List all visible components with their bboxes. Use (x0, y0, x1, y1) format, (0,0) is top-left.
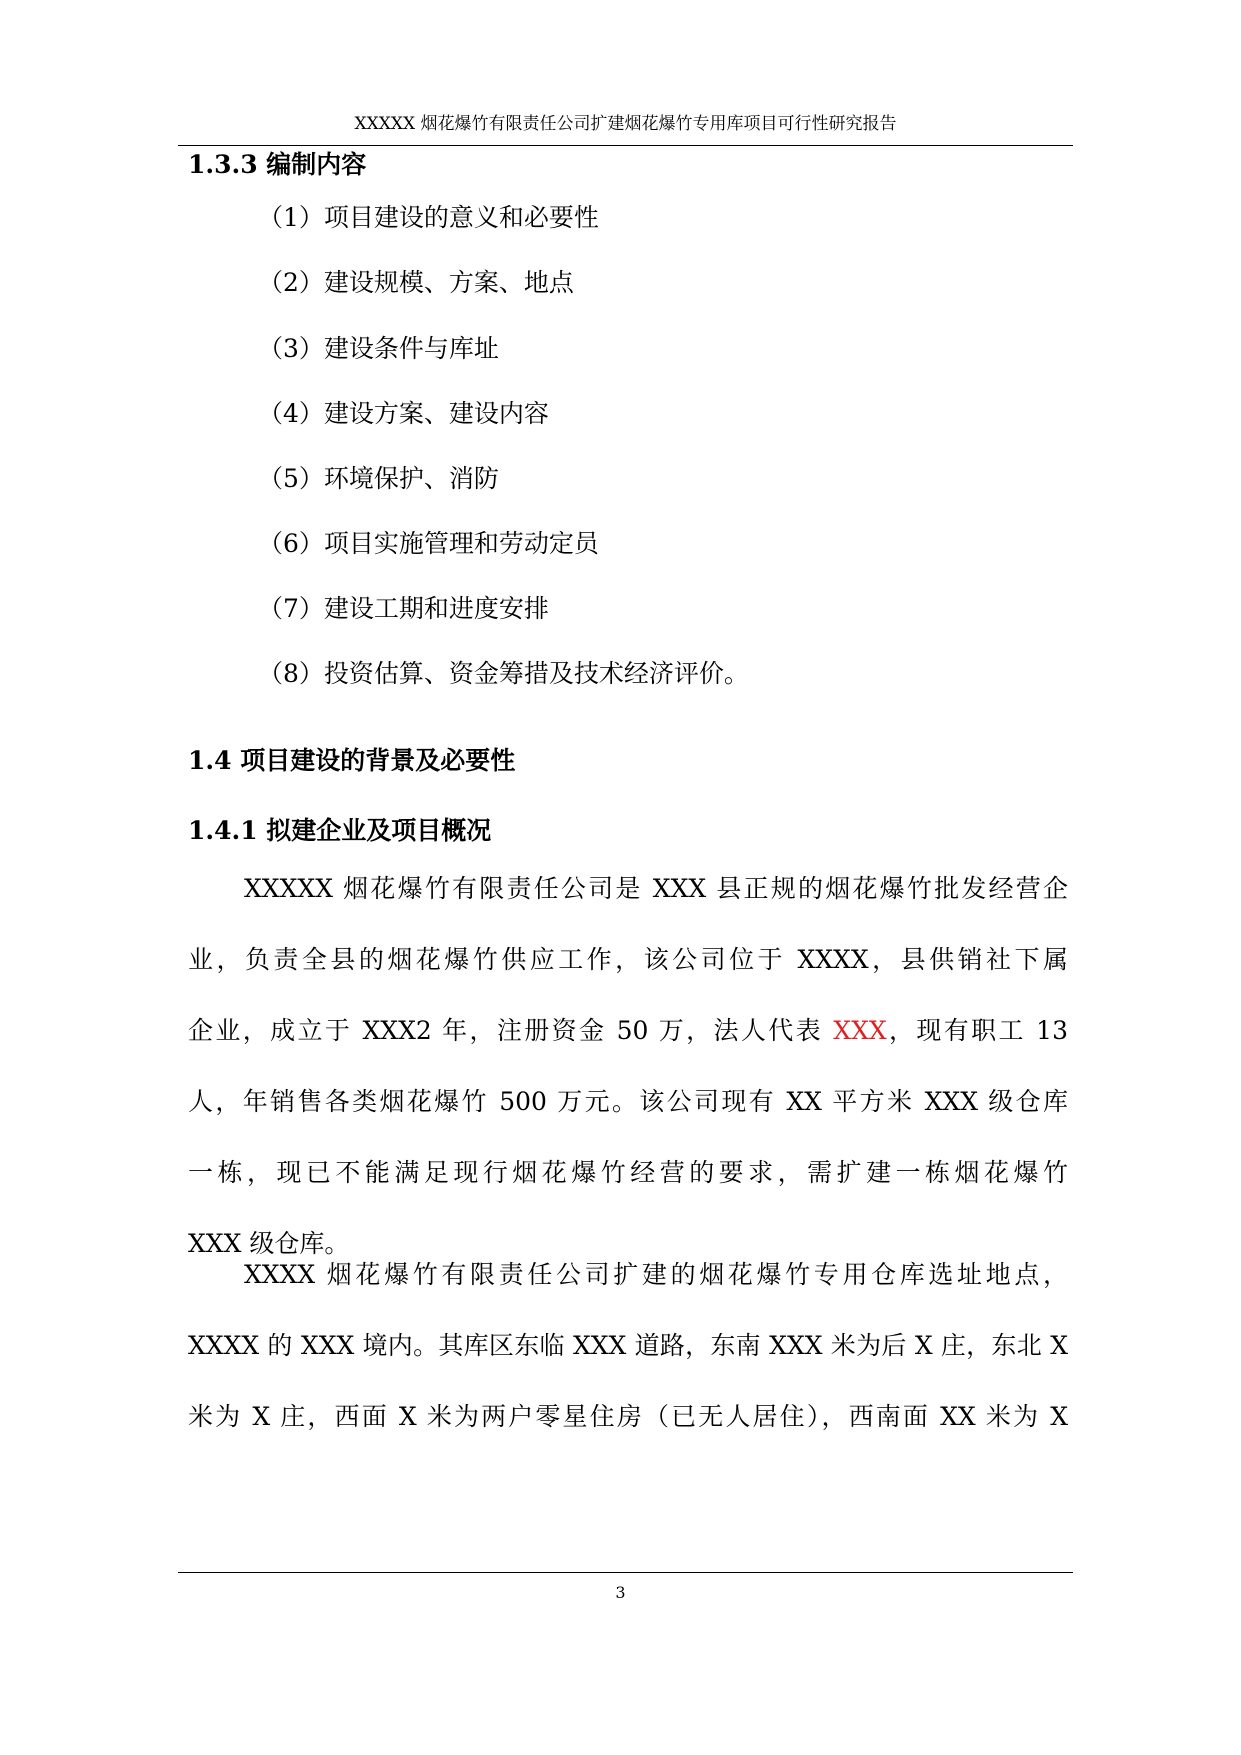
contents-item-5: （5）环境保护、消防 (258, 464, 499, 493)
paragraph-company-overview (188, 853, 1068, 1279)
paragraph-line: XXX 级仓库。 (188, 1229, 350, 1258)
text-run: ，现有职工 13 (886, 1016, 1068, 1045)
contents-item-1: （1）项目建设的意义和必要性 (258, 203, 599, 232)
paragraph-line: XXXX 烟花爆竹有限责任公司扩建的烟花爆竹专用仓库选址地点， (244, 1260, 1068, 1289)
footer-rule (178, 1572, 1073, 1573)
page-number: 3 (615, 1583, 626, 1602)
paragraph-site-location (188, 1239, 1068, 1452)
paragraph-line (188, 995, 1068, 1066)
paragraph-line: 一栋，现已不能满足现行烟花爆竹经营的要求，需扩建一栋烟花爆竹 (188, 1158, 1068, 1187)
section-heading-1-4: 1.4 项目建设的背景及必要性 (188, 746, 516, 775)
contents-item-2: （2）建设规模、方案、地点 (258, 268, 574, 297)
paragraph-line: XXXXX 烟花爆竹有限责任公司是 XXX 县正规的烟花爆竹批发经营企 (244, 874, 1068, 903)
legal-representative-name: XXX (833, 1016, 887, 1045)
contents-item-6: （6）项目实施管理和劳动定员 (258, 529, 599, 558)
contents-item-4: （4）建设方案、建设内容 (258, 399, 549, 428)
paragraph-line: 人，年销售各类烟花爆竹 500 万元。该公司现有 XX 平方米 XXX 级仓库 (188, 1087, 1068, 1116)
running-header: XXXXX 烟花爆竹有限责任公司扩建烟花爆竹专用库项目可行性研究报告 (354, 114, 897, 134)
paragraph-line: 业，负责全县的烟花爆竹供应工作，该公司位于 XXXX，县供销社下属 (188, 945, 1068, 974)
section-heading-1-3-3: 1.3.3 编制内容 (188, 150, 367, 179)
paragraph-line: 米为 X 庄，西面 X 米为两户零星住房（已无人居住），西南面 XX 米为 X (188, 1402, 1068, 1431)
contents-item-8: （8）投资估算、资金筹措及技术经济评价。 (258, 659, 749, 688)
section-heading-1-4-1: 1.4.1 拟建企业及项目概况 (188, 816, 492, 845)
contents-item-7: （7）建设工期和进度安排 (258, 594, 549, 623)
contents-item-3: （3）建设条件与库址 (258, 334, 499, 363)
text-run: 企业，成立于 XXX2 年，注册资金 50 万，法人代表 (188, 1016, 834, 1045)
header-rule (178, 145, 1073, 146)
paragraph-line: XXXX 的 XXX 境内。其库区东临 XXX 道路，东南 XXX 米为后 X 庄，东北 X (188, 1331, 1068, 1360)
